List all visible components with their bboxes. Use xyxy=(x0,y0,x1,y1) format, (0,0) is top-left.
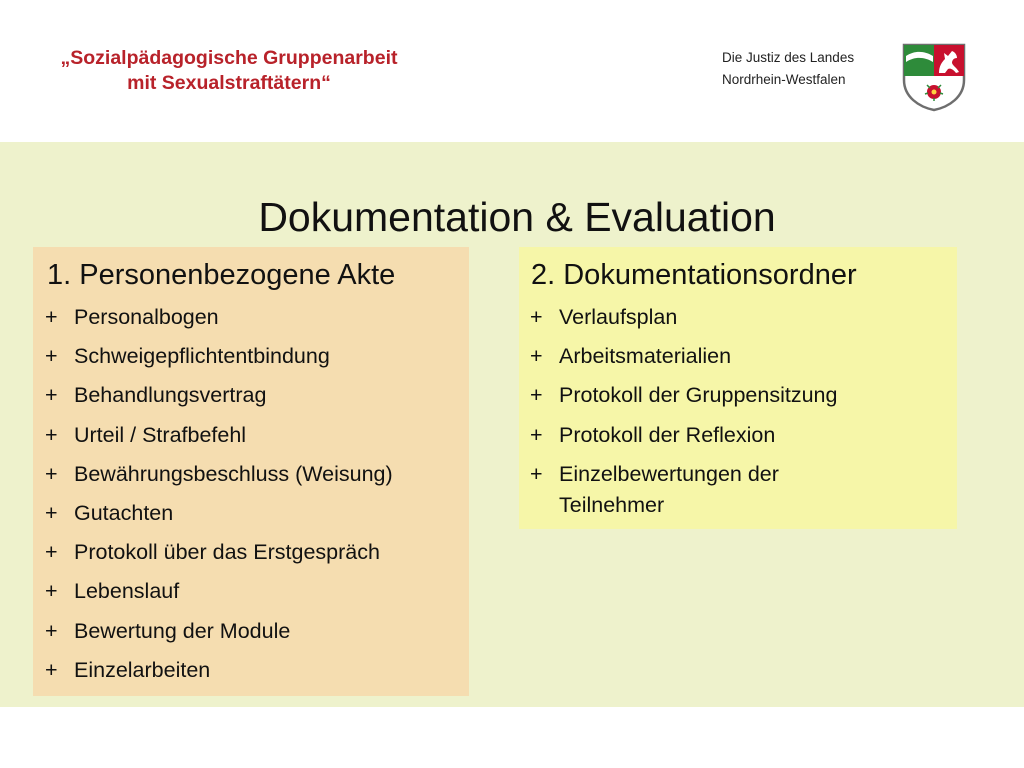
organization-name xyxy=(722,47,854,91)
plus-bullet: + xyxy=(45,657,58,682)
plus-bullet: + xyxy=(45,540,58,565)
list-item-text: Einzelarbeiten xyxy=(74,657,211,682)
list-item-text: Verlaufsplan xyxy=(559,305,678,329)
plus-bullet: + xyxy=(45,500,58,525)
list-item-text: Protokoll der Reflexion xyxy=(559,422,776,447)
plus-bullet: + xyxy=(530,305,543,329)
plus-bullet: + xyxy=(530,461,543,486)
list-item-text: Bewertung der Module xyxy=(74,618,291,643)
documentation-folder-box xyxy=(519,247,957,529)
nrw-coat-of-arms-icon xyxy=(901,42,967,112)
plus-bullet: + xyxy=(530,422,543,447)
plus-bullet: + xyxy=(530,383,543,408)
list-item-text: Lebenslauf xyxy=(74,579,180,604)
list-item-text: Behandlungsvertrag xyxy=(74,383,267,408)
plus-bullet: + xyxy=(45,305,58,329)
list-item xyxy=(45,302,393,341)
list-item-text: Personalbogen xyxy=(74,305,219,329)
list-item-text: Protokoll der Gruppensitzung xyxy=(559,383,838,408)
organization-name-line-2: Nordrhein-Westfalen xyxy=(722,72,846,87)
list-item-text: Bewährungsbeschluss (Weisung) xyxy=(74,461,393,486)
plus-bullet: + xyxy=(45,383,58,408)
organization-name-line-1: Die Justiz des Landes xyxy=(722,50,855,65)
presentation-title xyxy=(20,46,438,96)
list-item-text: Arbeitsmaterialien xyxy=(559,344,732,369)
list-item-text: Gutachten xyxy=(74,500,174,525)
plus-bullet: + xyxy=(45,579,58,604)
list-item xyxy=(45,341,393,380)
personal-file-box xyxy=(33,247,469,696)
personal-file-list xyxy=(45,302,393,694)
plus-bullet: + xyxy=(45,618,58,643)
list-item xyxy=(530,380,869,419)
list-item xyxy=(45,380,393,419)
plus-bullet: + xyxy=(45,422,58,447)
documentation-folder-heading: 2. Dokumentationsordner xyxy=(531,259,857,291)
list-item xyxy=(530,459,869,523)
plus-bullet: + xyxy=(45,461,58,486)
plus-bullet: + xyxy=(45,344,58,369)
list-item xyxy=(45,655,393,694)
list-item xyxy=(45,616,393,655)
list-item xyxy=(45,498,393,537)
documentation-folder-list xyxy=(530,302,869,523)
list-item xyxy=(530,302,869,341)
list-item xyxy=(45,459,393,498)
list-item xyxy=(530,420,869,459)
slide-title: Dokumentation & Evaluation xyxy=(258,194,776,240)
presentation-title-line-2: mit Sexualstraftätern“ xyxy=(127,72,331,94)
list-item xyxy=(45,537,393,576)
list-item-text: Protokoll über das Erstgespräch xyxy=(74,540,380,565)
list-item-text: Urteil / Strafbefehl xyxy=(74,422,247,447)
presentation-title-line-1: „Sozialpädagogische Gruppenarbeit xyxy=(60,47,398,69)
plus-bullet: + xyxy=(530,344,543,369)
list-item xyxy=(45,576,393,615)
list-item xyxy=(45,420,393,459)
personal-file-heading: 1. Personenbezogene Akte xyxy=(47,259,396,291)
list-item xyxy=(530,341,869,380)
list-item-text: Einzelbewertungen der Teilnehmer xyxy=(559,461,779,517)
list-item-text: Schweigepflichtentbindung xyxy=(74,344,330,369)
